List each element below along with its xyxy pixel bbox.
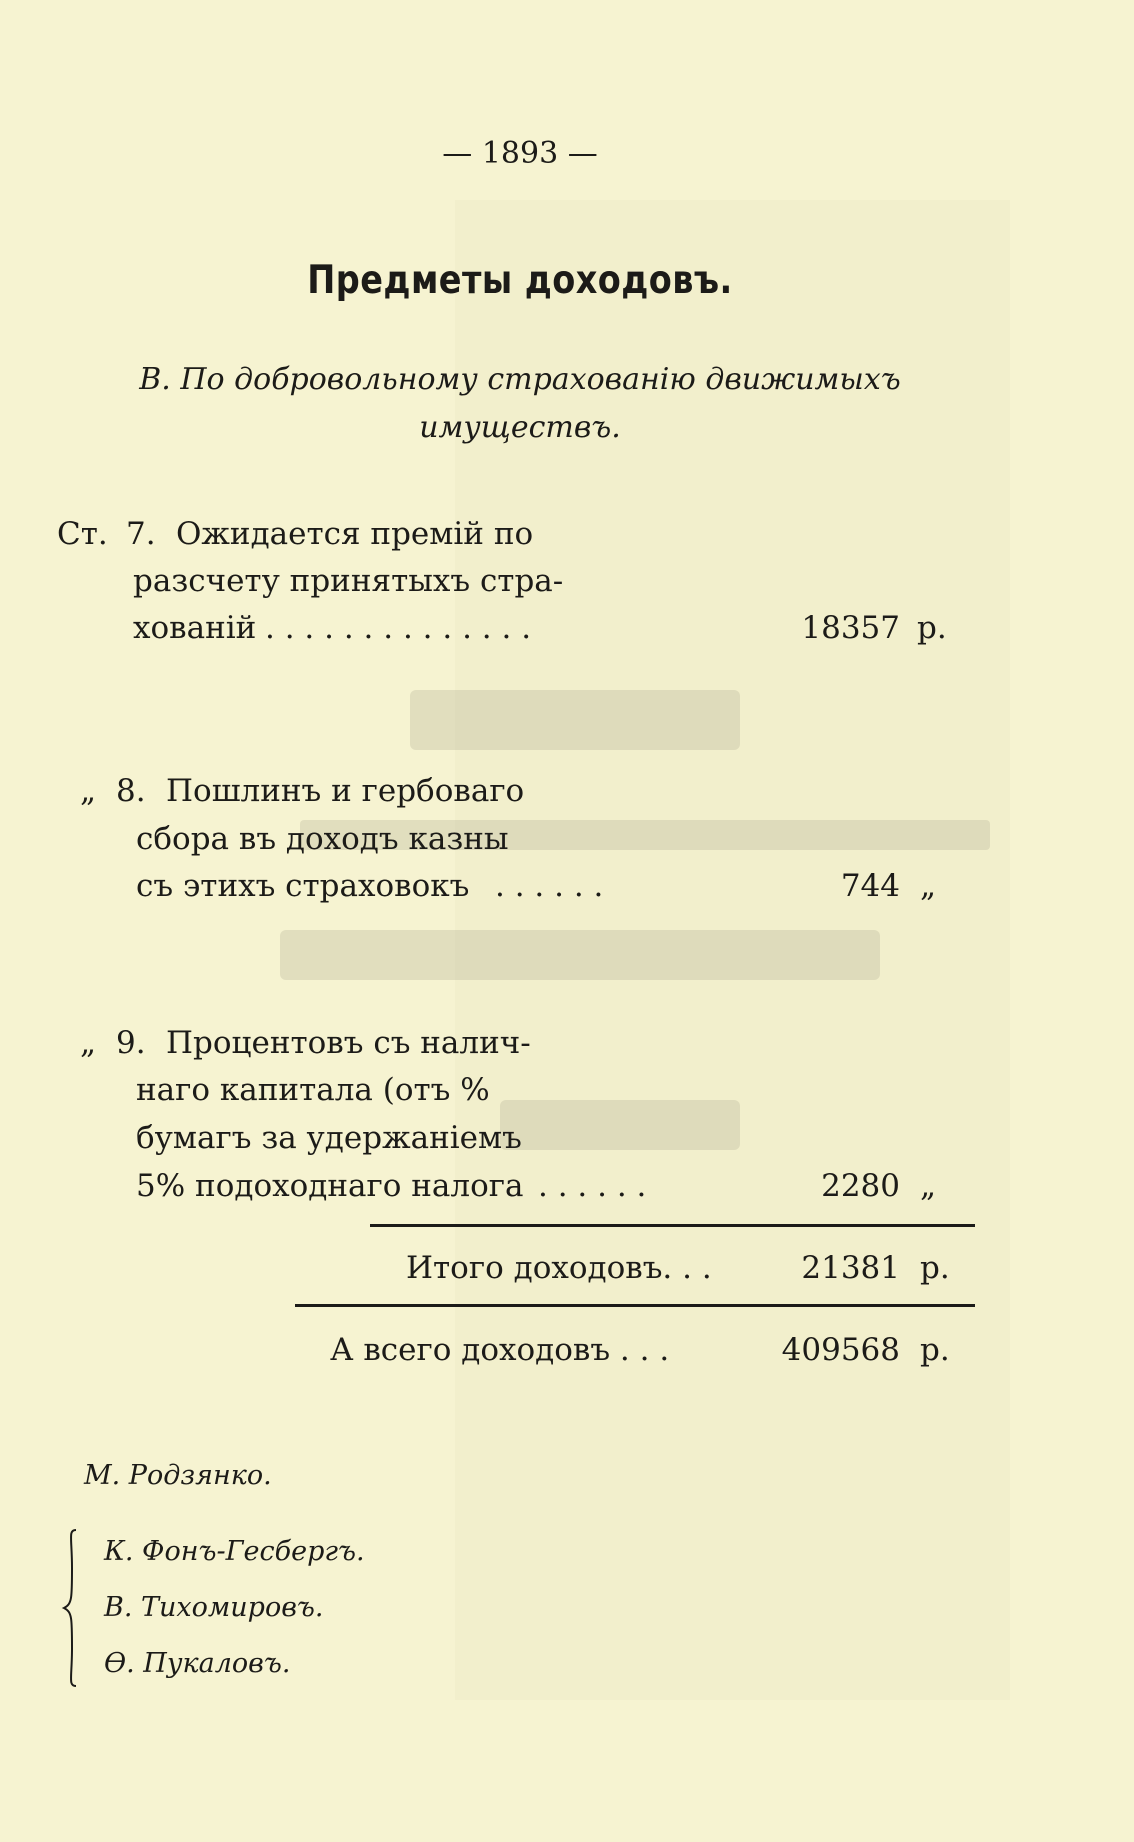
article-unit: „ [920,1168,937,1204]
article-prefix: „ [80,1025,97,1061]
article-text-line: бумагъ за удержаніемъ [136,1120,522,1156]
dot-leader: . . . . . . . . . . . . . . [265,610,532,646]
signature-group-member: Ѳ. Пукаловъ. [104,1648,291,1679]
brace-icon [60,1528,84,1688]
section-heading: Предметы доходовъ. [307,258,733,303]
dot-leader: . . . . . . [538,1168,647,1204]
article-text-line: Процентовъ съ налич- [166,1025,531,1061]
page-number: — 1893 — [442,136,598,171]
total-unit: р. [920,1332,950,1368]
subtotal-unit: р. [920,1250,950,1286]
signature-group-member: К. Фонъ-Гесбергъ. [104,1536,365,1567]
section-subheading [0,356,1040,452]
subtotal-rule [370,1224,975,1227]
article-number: 9. [116,1025,146,1061]
article-text-line: сбора въ доходъ казны [136,821,509,857]
article-prefix: Ст. [57,516,108,552]
total-label: А всего доходовъ . . . [330,1332,670,1368]
article-text-line: хованій [133,610,257,646]
signature-group-member: В. Тихомировъ. [104,1592,324,1623]
article-text-line: съ этихъ страховокъ [136,868,470,904]
subheading-line-1: В. По добровольному страхованію движимыхъ [139,362,901,397]
subheading-line-2: имуществъ. [419,410,621,445]
total-rule [295,1304,975,1307]
total-amount: 409568 [781,1332,900,1368]
subtotal-label: Итого доходовъ. . . [406,1250,712,1286]
dot-leader: . . . . . . [495,868,604,904]
article-amount: 744 [840,868,900,904]
article-number: 8. [116,773,146,809]
article-text-line: Пошлинъ и гербоваго [166,773,525,809]
article-text-line: Ожидается премій по [176,516,534,552]
article-unit: „ [920,868,937,904]
article-text-line: разсчету принятыхъ стра- [133,563,564,599]
article-text-line: 5% подоходнаго налога [136,1168,524,1204]
article-amount: 18357 [801,610,900,646]
article-unit: р. [917,610,947,646]
article-text-line: наго капитала (отъ % [136,1072,490,1108]
article-amount: 2280 [821,1168,900,1204]
signature-main: М. Родзянко. [84,1460,272,1491]
article-prefix: „ [80,773,97,809]
subtotal-amount: 21381 [801,1250,900,1286]
article-number: 7. [126,516,156,552]
